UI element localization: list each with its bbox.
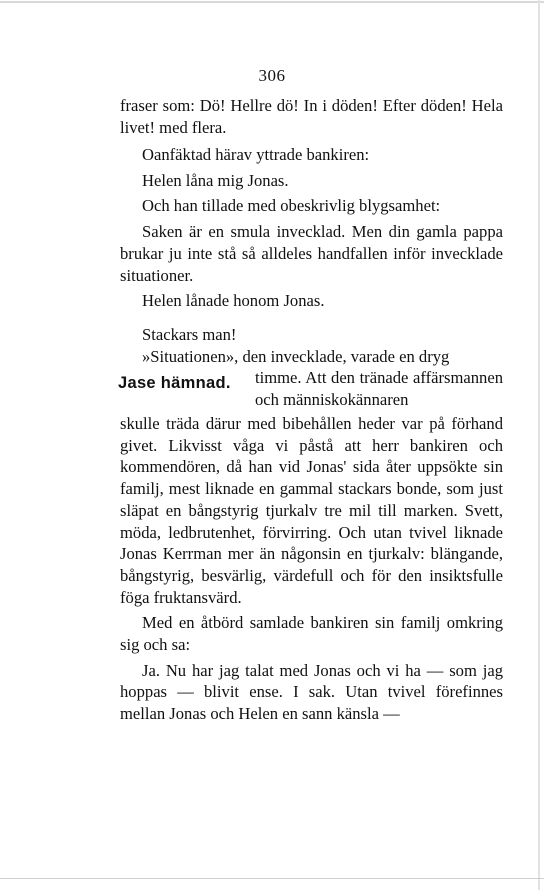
- paragraph: Helen lånade honom Jonas.: [142, 291, 325, 311]
- paragraph: Oanfäktad härav yttrade bankiren:: [142, 145, 370, 164]
- side-heading: Jase hämnad.: [118, 374, 231, 392]
- paragraph: Ja. Nu har jag talat med Jonas och vi ha — som jag hoppas — blivit ense. I sak. Utan tvivel förefinnes mellan Jonas och Helen en sann känsla —: [120, 660, 503, 724]
- paragraph: »Situationen», den invecklade, varade en dryg: [142, 346, 450, 366]
- text-block-1: [120, 95, 503, 138]
- paragraph: Med en åtbörd samlade bankiren sin familj omkring sig och sa:: [120, 613, 503, 655]
- wrapped-text: [255, 367, 503, 410]
- text-block-2: [120, 144, 503, 312]
- paragraph: skulle träda därur med bibehållen heder var på förhand givet. Likvisst våga vi påstå att herr bankiren och kommendören, då han vid Jonas' sida åter uppsökte sin familj, mest liknade en gammal stackars bonde, som just släpat en bångstyrig tjurkalv tre mil till marken. Svett, möda, ledbrutenhet, förvirring. Och utan tvivel liknade Jonas Kerrman mer än någonsin en tjurkalv: blängande, bångstyrig, besvärlig, värdefull och för den insiktsfulle föga fruktansvärd.: [120, 414, 503, 607]
- top-edge-rule: [0, 1, 544, 3]
- bottom-edge-rule: [0, 878, 544, 879]
- paragraph: Stackars man!: [142, 325, 237, 344]
- text-block-3: [120, 324, 503, 367]
- paragraph: Helen låna mig Jonas.: [142, 170, 289, 190]
- page-number: 306: [258, 66, 286, 85]
- paragraph: Och han tillade med obeskrivlig blygsamhet:: [142, 196, 441, 216]
- paragraph: Saken är en smula invecklad. Men din gamla pappa brukar ju inte stå så alldeles handfallen inför invecklade situationer.: [120, 222, 503, 285]
- right-edge-rule: [538, 0, 540, 890]
- text-block-4: [120, 413, 503, 725]
- paragraph: timme. Att den tränade affärsmannen och människokännaren: [255, 368, 503, 409]
- paragraph: fraser som: Dö! Hellre dö! In i döden! Efter döden! Hela livet! med flera.: [120, 96, 503, 137]
